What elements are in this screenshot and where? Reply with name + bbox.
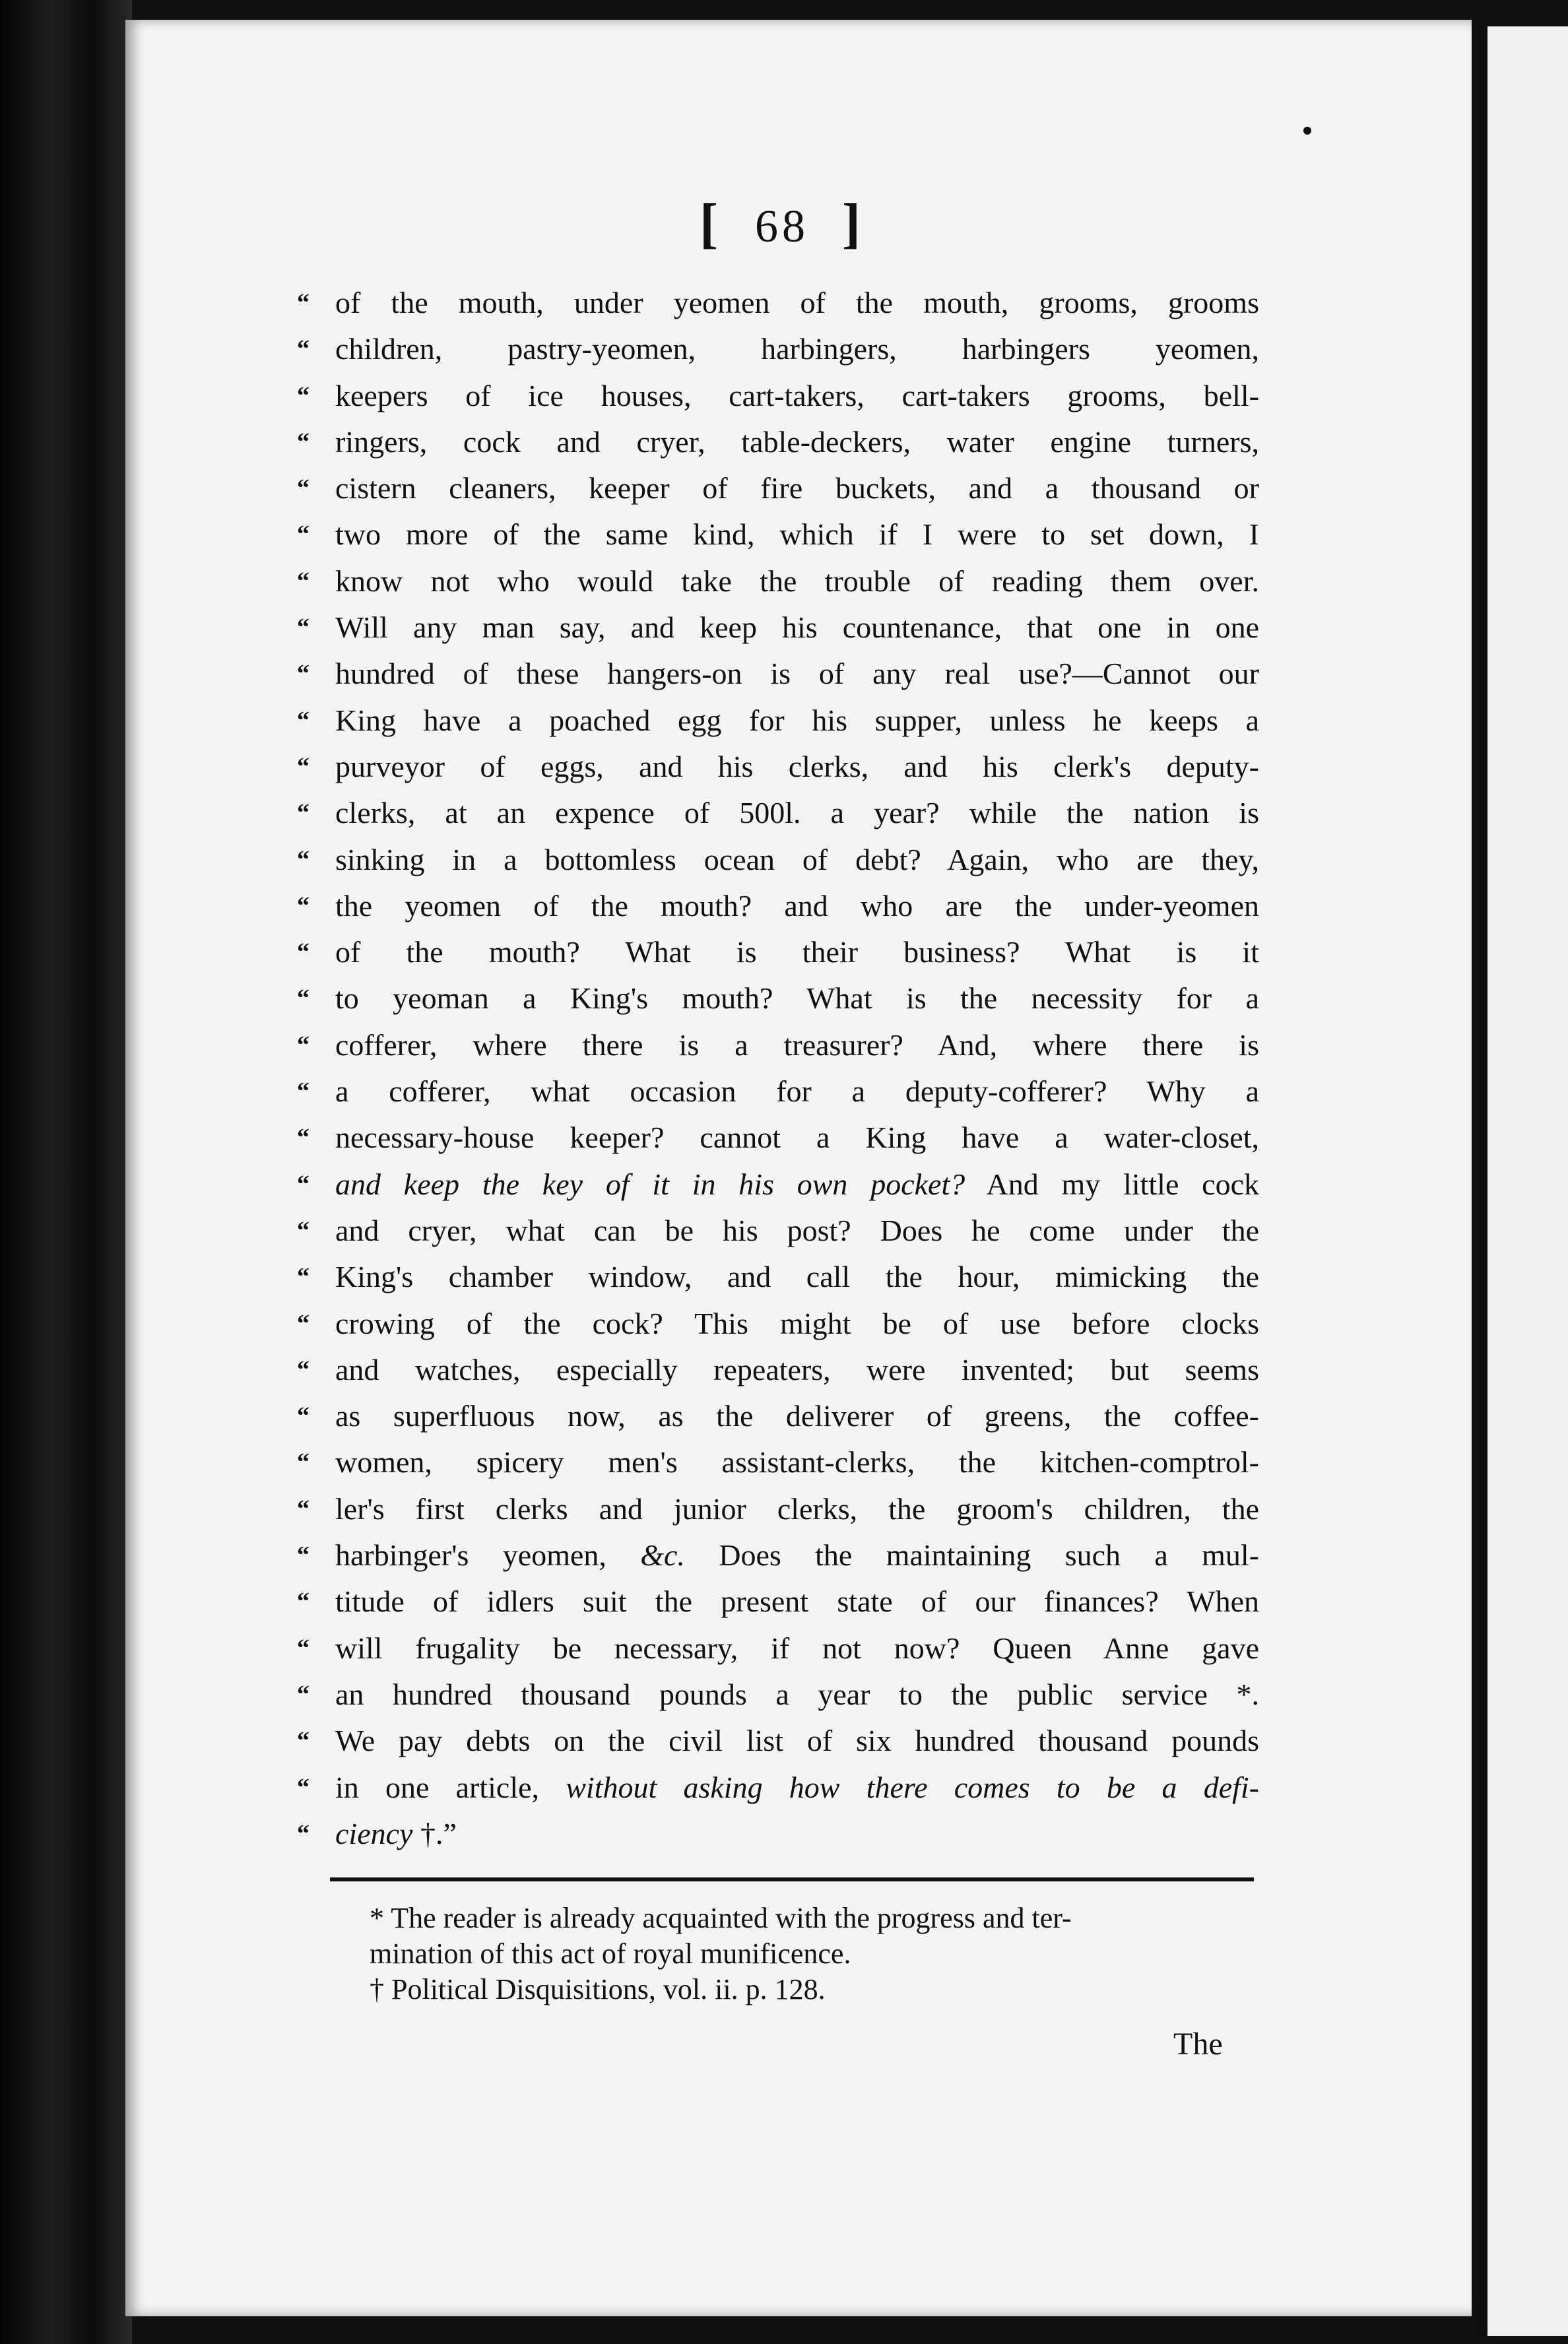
text-line: “ an hundred thousand pounds a year to the public service *. bbox=[297, 1677, 1259, 1711]
text-line: “ and cryer, what can be his post? Does he come under the bbox=[297, 1213, 1259, 1247]
text-line: “ Will any man say, and keep his countenance, that one in one bbox=[297, 610, 1259, 645]
text-line: “ ringers, cock and cryer, table-deckers, water engine turners, bbox=[297, 424, 1259, 459]
header-close-bracket: ] bbox=[841, 193, 865, 254]
text-line: “ hundred of these hangers-on is of any real use?—Cannot our bbox=[297, 657, 1259, 691]
page-number: 68 bbox=[754, 201, 809, 252]
text-line: “ and watches, especially repeaters, were invented; but seems bbox=[297, 1352, 1259, 1386]
header-open-bracket: [ bbox=[700, 193, 722, 254]
text-line: “ to yeoman a King's mouth? What is the necessity for a bbox=[297, 981, 1259, 1016]
text-line: “ clerks, at an expence of 500l. a year? while the nation is bbox=[297, 796, 1259, 830]
footnote-2: † Political Disquisitions, vol. ii. p. 128. bbox=[370, 1973, 826, 2005]
footnotes bbox=[370, 1901, 1254, 2007]
text-line: “ cofferer, where there is a treasurer? And, where there is bbox=[297, 1027, 1259, 1062]
text-line: “ two more of the same kind, which if I were to set down, I bbox=[297, 517, 1259, 552]
text-line: “ of the mouth, under yeomen of the mouth, grooms, grooms bbox=[297, 286, 1259, 319]
text-line: “ sinking in a bottomless ocean of debt? Again, who are they, bbox=[297, 842, 1259, 876]
text-line: “ titude of idlers suit the present state of our finances? When bbox=[297, 1584, 1259, 1619]
text-line: “ We pay debts on the civil list of six hundred thousand pounds bbox=[297, 1724, 1259, 1758]
text-line: “ crowing of the cock? This might be of use before clocks bbox=[297, 1306, 1259, 1340]
text-line: “ and keep the key of it in his own pocket? And my little cock bbox=[297, 1167, 1259, 1201]
text-line: “ ler's first clerks and junior clerks, the groom's children, the bbox=[297, 1491, 1259, 1526]
text-line: “ King have a poached egg for his supper, unless he keeps a bbox=[297, 703, 1259, 737]
footnote-1-continued: mination of this act of royal munificence. bbox=[370, 1937, 851, 1970]
book-binding-edge bbox=[0, 0, 132, 2344]
text-line: “ King's chamber window, and call the hour, mimicking the bbox=[297, 1260, 1259, 1294]
catchword: The bbox=[1173, 2027, 1223, 2062]
text-line: “ cistern cleaners, keeper of fire buckets, and a thousand or bbox=[297, 471, 1259, 505]
text-line: “ keepers of ice houses, cart-takers, cart-takers grooms, bell- bbox=[297, 378, 1259, 412]
text-line: “ harbinger's yeomen, &c. Does the maintaining such a mul- bbox=[297, 1538, 1260, 1573]
body-text bbox=[297, 280, 1260, 1857]
footnote-rule bbox=[330, 1877, 1254, 1881]
text-line: “ of the mouth? What is their business? What is it bbox=[297, 935, 1259, 969]
page-header bbox=[700, 191, 865, 255]
text-line: “ as superfluous now, as the deliverer of greens, the coffee- bbox=[297, 1399, 1259, 1433]
text-line-last: “ ciency †.” bbox=[297, 1816, 457, 1850]
text-line: “ the yeomen of the mouth? and who are the under-yeomen bbox=[297, 888, 1259, 923]
ink-speck bbox=[1303, 127, 1311, 135]
adjacent-page-edge bbox=[1478, 26, 1568, 2336]
text-line: “ necessary-house keeper? cannot a King have a water-closet, bbox=[297, 1121, 1259, 1155]
text-line: “ will frugality be necessary, if not now? Queen Anne gave bbox=[297, 1631, 1259, 1665]
text-line: “ women, spicery men's assistant-clerks, the kitchen-comptrol- bbox=[297, 1445, 1259, 1480]
text-line: “ children, pastry-yeomen, harbingers, harbingers yeomen, bbox=[297, 332, 1259, 366]
text-line: “ purveyor of eggs, and his clerks, and his clerk's deputy- bbox=[297, 749, 1259, 783]
text-line: “ in one article, without asking how there comes to be a defi- bbox=[297, 1770, 1260, 1804]
text-line: “ a cofferer, what occasion for a deputy-cofferer? Why a bbox=[297, 1074, 1259, 1109]
footnote-1: * The reader is already acquainted with the progress and ter- bbox=[370, 1902, 1072, 1934]
text-line: “ know not who would take the trouble of reading them over. bbox=[297, 564, 1259, 598]
